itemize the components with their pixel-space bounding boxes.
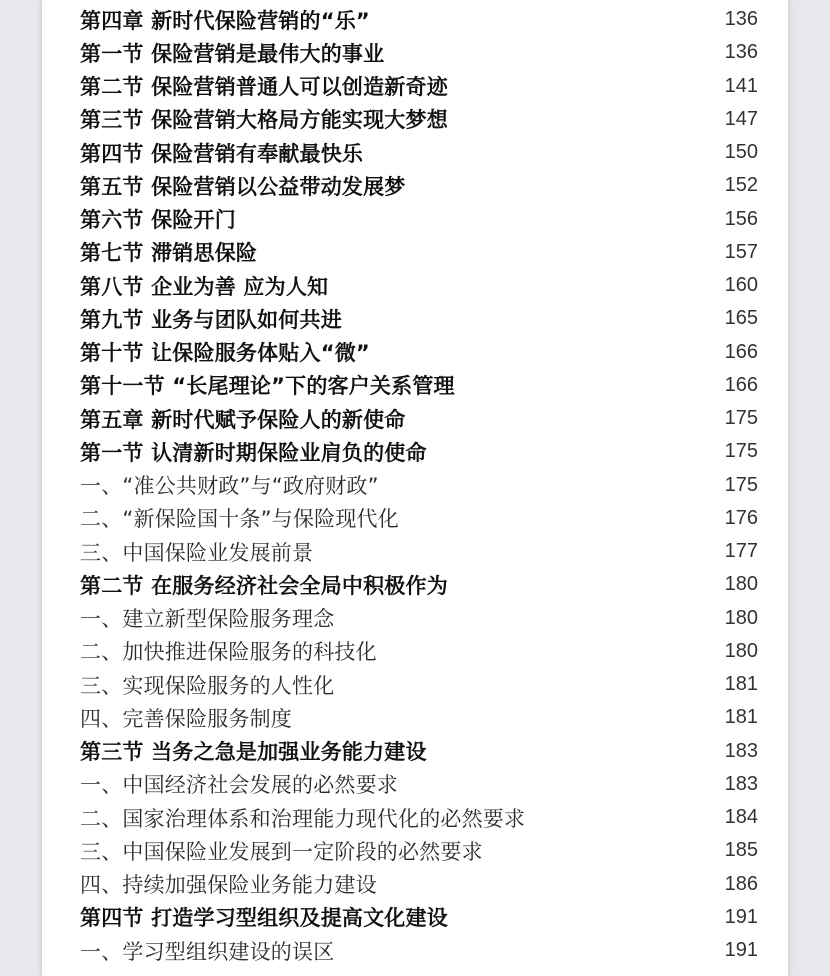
toc-entry-page-number: 185 (724, 839, 758, 862)
toc-entry[interactable] (80, 3, 758, 36)
toc-entry-page-number: 165 (724, 307, 758, 330)
toc-entry[interactable] (80, 369, 758, 402)
document-page (42, 0, 788, 976)
toc-entry-page-number: 180 (724, 573, 758, 596)
toc-entry-title: 第四章 新时代保险营销的“乐” (80, 8, 370, 33)
toc-entry-page-number: 152 (724, 174, 758, 197)
toc-entry[interactable] (80, 70, 758, 103)
toc-entry[interactable] (80, 203, 758, 236)
toc-entry-title: 第六节 保险开门 (80, 208, 236, 233)
toc-entry-title: 第八节 企业为善 应为人知 (80, 274, 329, 299)
toc-entry[interactable] (80, 834, 758, 867)
toc-entry[interactable] (80, 735, 758, 768)
toc-entry-title: 四、完善保险服务制度 (80, 706, 292, 731)
toc-entry-title: 第二节 在服务经济社会全局中积极作为 (80, 573, 448, 598)
toc-entry[interactable] (80, 868, 758, 901)
toc-entry-title: 一、中国经济社会发展的必然要求 (80, 773, 398, 798)
toc-entry[interactable] (80, 103, 758, 136)
toc-entry[interactable] (80, 136, 758, 169)
toc-entry[interactable] (80, 435, 758, 468)
toc-entry-title: 第一节 保险营销是最伟大的事业 (80, 41, 385, 66)
toc-entry[interactable] (80, 36, 758, 69)
toc-entry-title: 第一节 认清新时期保险业肩负的使命 (80, 440, 427, 465)
toc-entry-title: 三、中国保险业发展前景 (80, 540, 314, 565)
toc-entry-page-number: 147 (724, 107, 758, 130)
toc-entry-page-number: 183 (724, 772, 758, 795)
toc-entry[interactable] (80, 568, 758, 601)
toc-entry-title: 第二节 保险营销普通人可以创造新奇迹 (80, 75, 448, 100)
toc-entry-page-number: 191 (724, 939, 758, 962)
toc-entry-page-number: 175 (724, 407, 758, 430)
toc-entry-page-number: 183 (724, 739, 758, 762)
toc-entry[interactable] (80, 768, 758, 801)
toc-entry[interactable] (80, 535, 758, 568)
toc-entry-title: 第十一节 “长尾理论”下的客户关系管理 (80, 374, 455, 399)
toc-entry-page-number: 181 (724, 673, 758, 696)
toc-entry-title: 第五章 新时代赋予保险人的新使命 (80, 407, 406, 432)
toc-entry-title: 三、中国保险业发展到一定阶段的必然要求 (80, 839, 483, 864)
toc-entry[interactable] (80, 402, 758, 435)
toc-entry-page-number: 166 (724, 373, 758, 396)
toc-entry-page-number: 136 (724, 41, 758, 64)
toc-entry[interactable] (80, 269, 758, 302)
toc-entry-page-number: 186 (724, 872, 758, 895)
toc-entry-page-number: 180 (724, 639, 758, 662)
toc-entry-title: 第四节 打造学习型组织及提高文化建设 (80, 906, 448, 931)
toc-entry[interactable] (80, 336, 758, 369)
toc-entry-page-number: 184 (724, 806, 758, 829)
toc-entry[interactable] (80, 236, 758, 269)
toc-entry-title: 二、“新保险国十条”与保险现代化 (80, 507, 399, 532)
toc-entry-title: 四、持续加强保险业务能力建设 (80, 873, 377, 898)
toc-entry-page-number: 157 (724, 240, 758, 263)
toc-entry[interactable] (80, 635, 758, 668)
toc-entry[interactable] (80, 934, 758, 967)
toc-entry-title: 第三节 保险营销大格局方能实现大梦想 (80, 108, 448, 133)
toc-entry-page-number: 181 (724, 706, 758, 729)
toc-entry[interactable] (80, 169, 758, 202)
toc-entry-page-number: 156 (724, 207, 758, 230)
toc-entry-title: 一、“准公共财政”与“政府财政” (80, 474, 379, 499)
toc-entry-page-number: 136 (724, 8, 758, 31)
toc-entry[interactable] (80, 469, 758, 502)
toc-entry-title: 第三节 当务之急是加强业务能力建设 (80, 740, 427, 765)
toc-entry-title: 二、加快推进保险服务的科技化 (80, 640, 377, 665)
toc-entry-page-number: 177 (724, 540, 758, 563)
toc-entry[interactable] (80, 801, 758, 834)
table-of-contents (80, 3, 758, 967)
toc-entry-page-number: 175 (724, 473, 758, 496)
toc-entry-title: 一、学习型组织建设的误区 (80, 939, 335, 964)
toc-entry-page-number: 180 (724, 606, 758, 629)
toc-entry[interactable] (80, 901, 758, 934)
toc-entry-page-number: 150 (724, 141, 758, 164)
toc-entry-title: 一、建立新型保险服务理念 (80, 607, 335, 632)
toc-entry-page-number: 191 (724, 905, 758, 928)
toc-entry-title: 第四节 保险营销有奉献最快乐 (80, 141, 364, 166)
toc-entry-page-number: 141 (724, 74, 758, 97)
toc-entry-title: 二、国家治理体系和治理能力现代化的必然要求 (80, 806, 526, 831)
toc-entry-page-number: 166 (724, 340, 758, 363)
toc-entry-page-number: 160 (724, 274, 758, 297)
toc-entry[interactable] (80, 701, 758, 734)
toc-entry-page-number: 176 (724, 506, 758, 529)
toc-entry-title: 三、实现保险服务的人性化 (80, 673, 335, 698)
toc-entry[interactable] (80, 668, 758, 701)
toc-entry[interactable] (80, 602, 758, 635)
toc-entry-title: 第九节 业务与团队如何共进 (80, 307, 342, 332)
toc-entry[interactable] (80, 302, 758, 335)
toc-entry-title: 第五节 保险营销以公益带动发展梦 (80, 174, 406, 199)
toc-entry-title: 第七节 滞销思保险 (80, 241, 258, 266)
toc-entry-title: 第十节 让保险服务体贴入“微” (80, 341, 370, 366)
toc-entry-page-number: 175 (724, 440, 758, 463)
toc-entry[interactable] (80, 502, 758, 535)
